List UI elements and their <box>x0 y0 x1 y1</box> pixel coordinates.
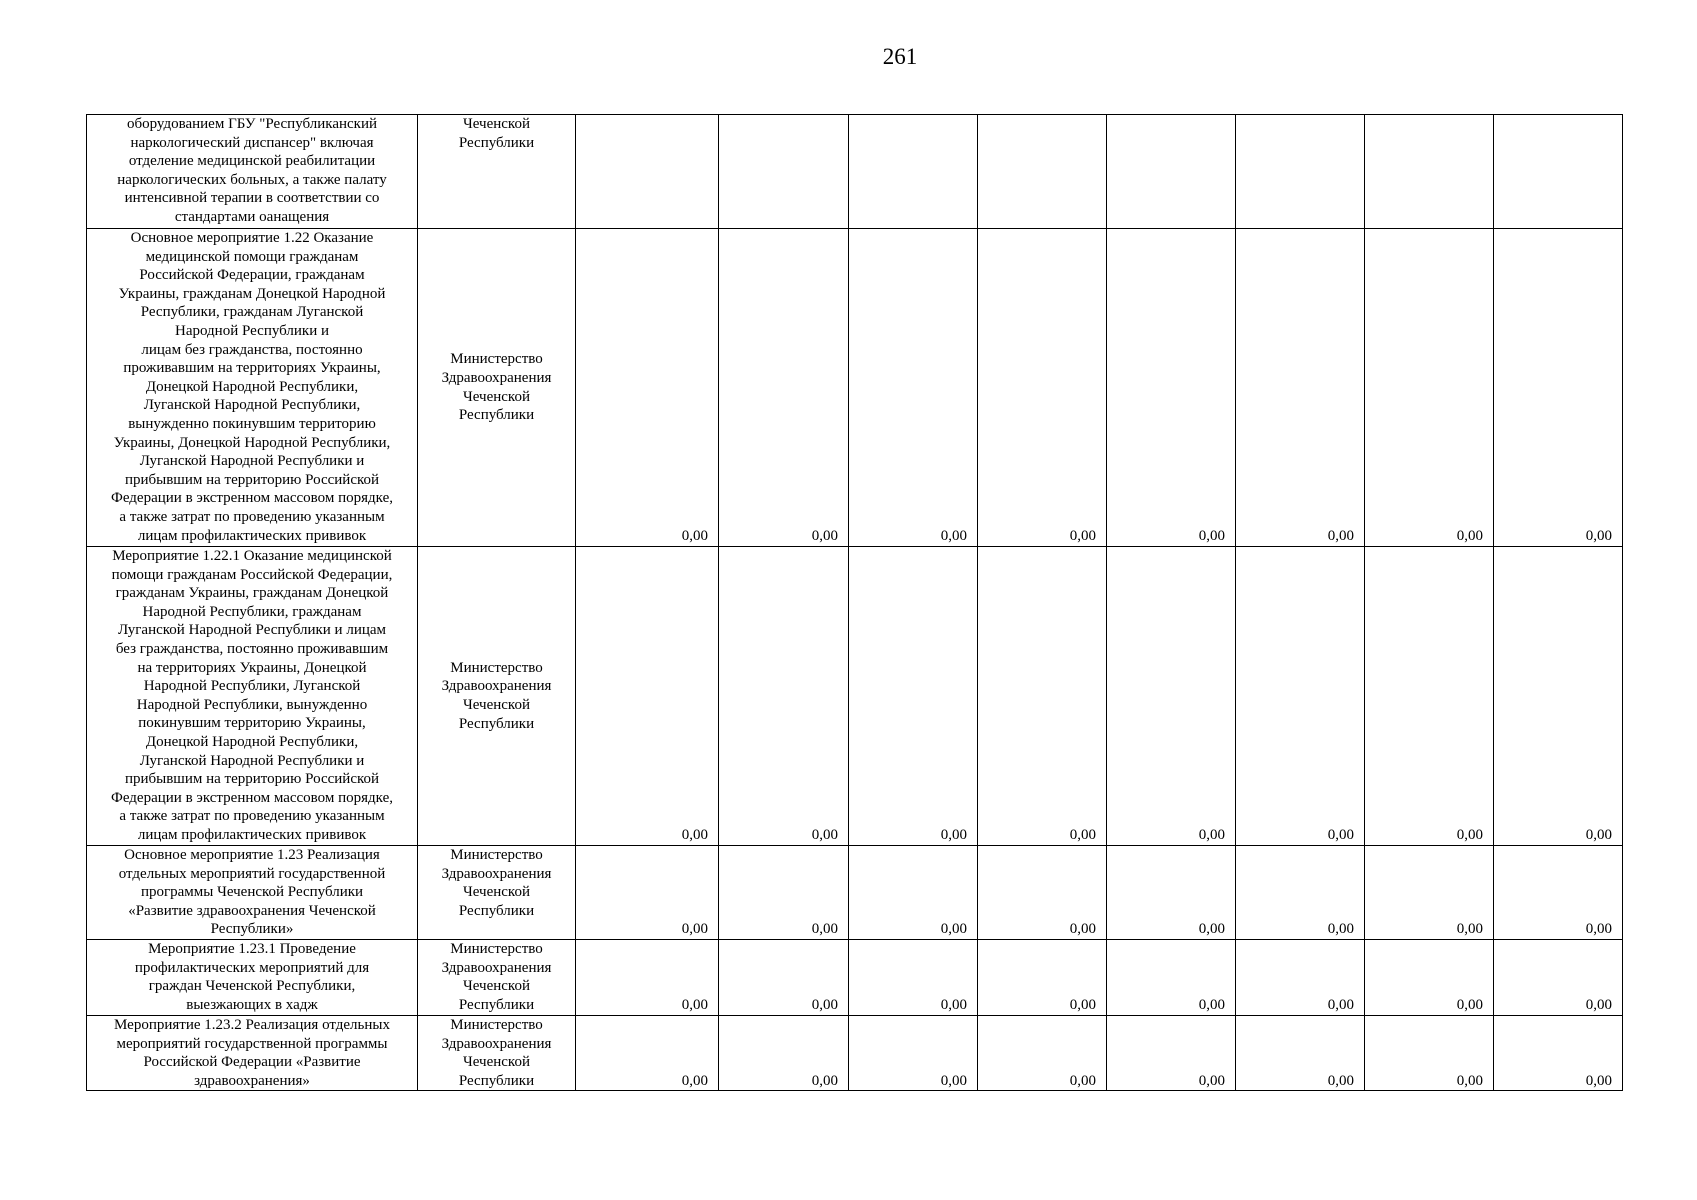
value-cell <box>1365 115 1494 229</box>
value-cell: 0,00 <box>1365 940 1494 1016</box>
executor-cell: Министерство Здравоохранения Чеченской Республики <box>418 1016 576 1091</box>
value-cell: 0,00 <box>576 1016 719 1091</box>
activity-name-cell: Основное мероприятие 1.23 Реализация отдельных мероприятий государственной программы Чеченской Республики «Развитие здравоохранения Чеченской Республики» <box>87 846 418 940</box>
value-cell: 0,00 <box>978 846 1107 940</box>
value-cell: 0,00 <box>719 846 849 940</box>
activity-name-cell: Мероприятие 1.23.2 Реализация отдельных мероприятий государственной программы Российской Федерации «Развитие здравоохранения» <box>87 1016 418 1091</box>
activity-name-cell: Мероприятие 1.23.1 Проведение профилактических мероприятий для граждан Чеченской Республики, выезжающих в хадж <box>87 940 418 1016</box>
value-cell: 0,00 <box>1365 547 1494 846</box>
executor-cell: Министерство Здравоохранения Чеченской Республики <box>418 547 576 846</box>
value-cell: 0,00 <box>1494 940 1623 1016</box>
table-row <box>87 846 1623 940</box>
value-cell: 0,00 <box>1494 846 1623 940</box>
executor-cell: Чеченской Республики <box>418 115 576 229</box>
value-cell: 0,00 <box>576 229 719 547</box>
value-cell: 0,00 <box>978 940 1107 1016</box>
value-cell: 0,00 <box>576 846 719 940</box>
value-cell <box>1494 115 1623 229</box>
table-row <box>87 1016 1623 1091</box>
page-number: 261 <box>882 44 918 69</box>
value-cell: 0,00 <box>1107 547 1236 846</box>
value-cell: 0,00 <box>1107 1016 1236 1091</box>
activity-name-cell: Основное мероприятие 1.22 Оказание медицинской помощи гражданам Российской Федерации, гражданам Украины, гражданам Донецкой Народной Республики, гражданам Луганской Народной Республики и лицам без гражданства, постоянно проживавшим на территориях Украины, Донецкой Народной Республики, Луганской Народной Республики, вынужденно покинувшим территорию Украины, Донецкой Народной Республики, Луганской Народной Республики и прибывшим на территорию Российской Федерации в экстренном массовом порядке, а также затрат по проведению указанным лицам профилактических прививок <box>87 229 418 547</box>
value-cell: 0,00 <box>1236 1016 1365 1091</box>
table-row <box>87 229 1623 547</box>
value-cell: 0,00 <box>719 1016 849 1091</box>
executor-cell: Министерство Здравоохранения Чеченской Республики <box>418 229 576 547</box>
table-row <box>87 547 1623 846</box>
budget-table <box>86 114 1623 1091</box>
activity-name-cell: Мероприятие 1.22.1 Оказание медицинской помощи гражданам Российской Федерации, гражданам Украины, гражданам Донецкой Народной Республики, гражданам Луганской Народной Республики и лицам без гражданства, постоянно проживавшим на территориях Украины, Донецкой Народной Республики, Луганской Народной Республики, вынужденно покинувшим территорию Украины, Донецкой Народной Республики, Луганской Народной Республики и прибывшим на территорию Российской Федерации в экстренном массовом порядке, а также затрат по проведению указанным лицам профилактических прививок <box>87 547 418 846</box>
value-cell <box>1236 115 1365 229</box>
value-cell: 0,00 <box>1365 846 1494 940</box>
value-cell: 0,00 <box>1107 846 1236 940</box>
value-cell: 0,00 <box>1494 547 1623 846</box>
value-cell <box>1107 115 1236 229</box>
activity-name-cell: оборудованием ГБУ "Республиканский наркологический диспансер" включая отделение медицинской реабилитации наркологических больных, а также палату интенсивной терапии в соответствии со стандартами оанащения <box>87 115 418 229</box>
value-cell: 0,00 <box>1236 846 1365 940</box>
value-cell: 0,00 <box>719 229 849 547</box>
value-cell: 0,00 <box>978 1016 1107 1091</box>
value-cell: 0,00 <box>849 846 978 940</box>
value-cell: 0,00 <box>978 229 1107 547</box>
value-cell: 0,00 <box>576 547 719 846</box>
value-cell: 0,00 <box>1494 1016 1623 1091</box>
table-row <box>87 940 1623 1016</box>
value-cell: 0,00 <box>1107 940 1236 1016</box>
value-cell: 0,00 <box>576 940 719 1016</box>
executor-cell: Министерство Здравоохранения Чеченской Республики <box>418 846 576 940</box>
value-cell: 0,00 <box>1236 229 1365 547</box>
executor-cell: Министерство Здравоохранения Чеченской Республики <box>418 940 576 1016</box>
value-cell: 0,00 <box>978 547 1107 846</box>
value-cell: 0,00 <box>1494 229 1623 547</box>
value-cell: 0,00 <box>719 940 849 1016</box>
value-cell: 0,00 <box>1236 940 1365 1016</box>
value-cell: 0,00 <box>849 229 978 547</box>
value-cell: 0,00 <box>849 547 978 846</box>
value-cell <box>576 115 719 229</box>
value-cell <box>849 115 978 229</box>
value-cell: 0,00 <box>849 1016 978 1091</box>
table-row <box>87 115 1623 229</box>
value-cell: 0,00 <box>1365 1016 1494 1091</box>
value-cell <box>719 115 849 229</box>
value-cell <box>978 115 1107 229</box>
value-cell: 0,00 <box>719 547 849 846</box>
value-cell: 0,00 <box>1236 547 1365 846</box>
value-cell: 0,00 <box>849 940 978 1016</box>
value-cell: 0,00 <box>1365 229 1494 547</box>
value-cell: 0,00 <box>1107 229 1236 547</box>
